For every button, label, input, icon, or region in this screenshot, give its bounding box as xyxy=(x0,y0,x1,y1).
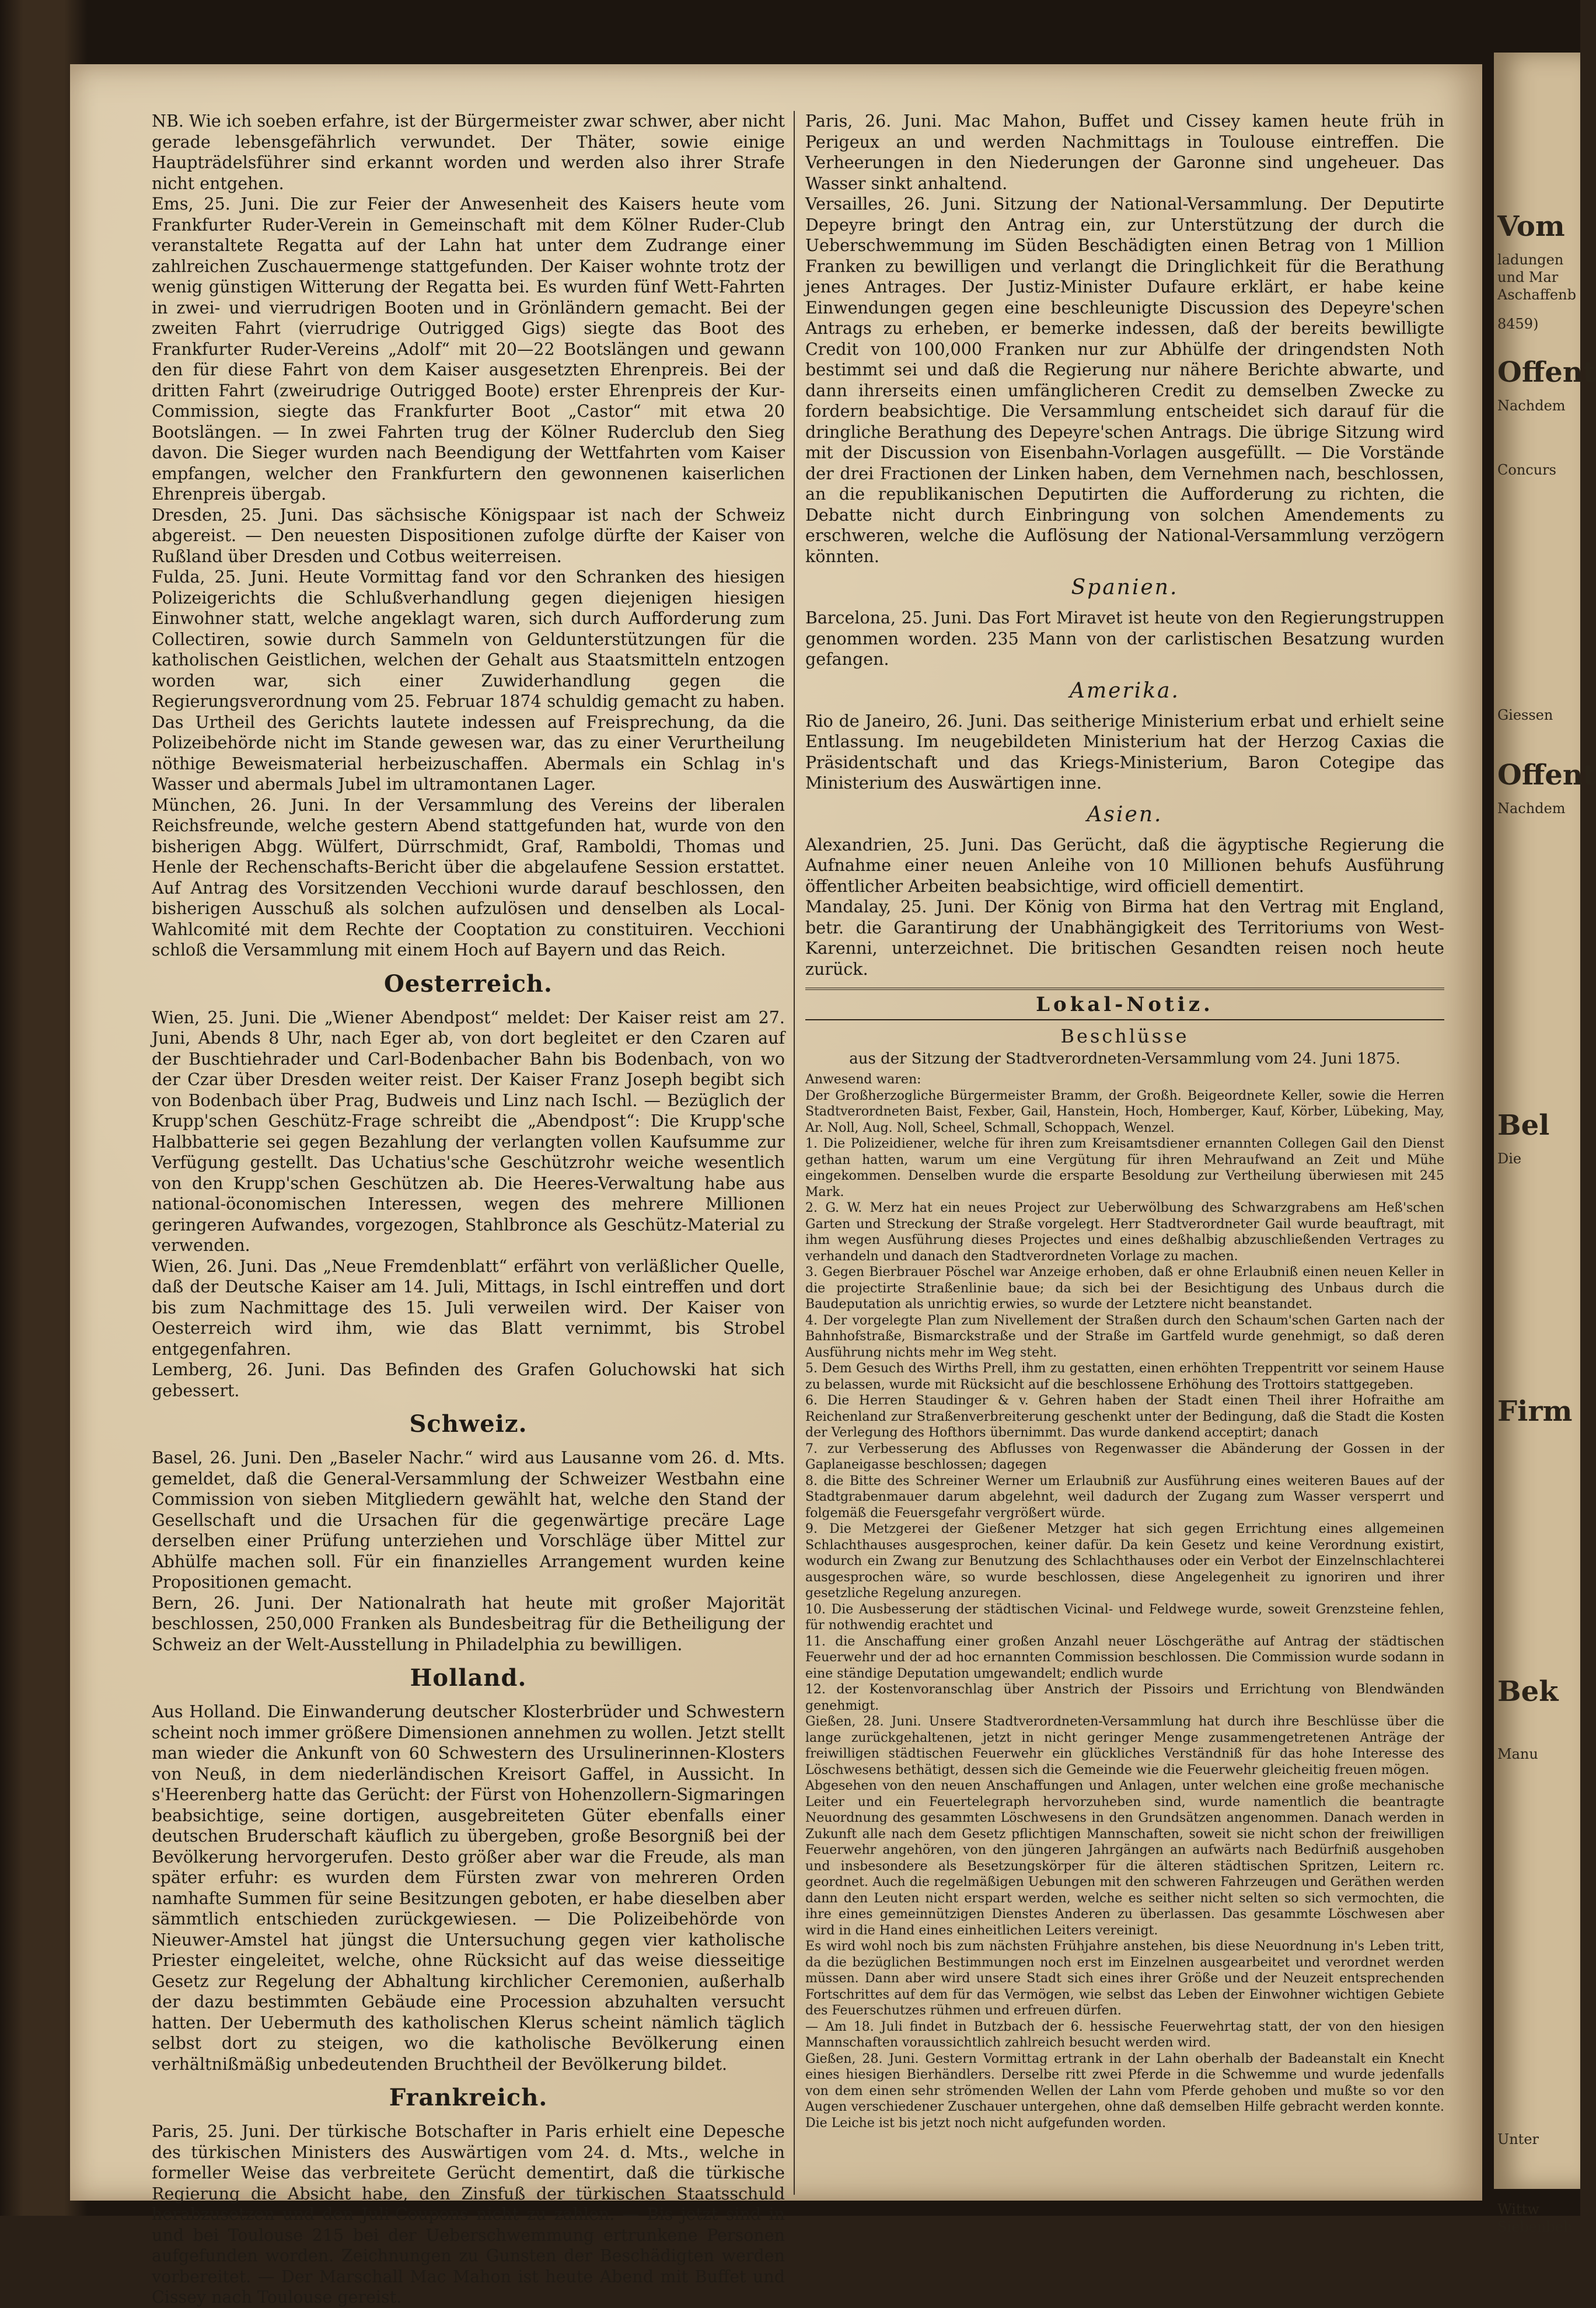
minutes-item: 2. G. W. Merz hat ein neues Project zur Ueberwölbung des Schwarzgrabens am Heß'schen Garten und Streckung der Straße vorgelegt. Herr Stadtverordneter Gail wurde beauftragt, mit ihm wegen Ausführung dieses Projectes und eines deßhalbig abzuschließenden Vertrages zu verhandeln und danach den Stadtverordneten Vorlage zu machen. xyxy=(805,1201,1444,1264)
article-paragraph: Barcelona, 25. Juni. Das Fort Miravet ist heute von den Regierungstruppen genommen worden. 235 Mann von der carlistischen Besatzung wurden gefangen. xyxy=(805,608,1444,669)
minutes-item: 9. Die Metzgerei der Gießener Metzger hat sich gegen Errichtung eines allgemeinen Schlachthauses ausgesprochen, keiner dafür. Da kein Gesetz und keine Verordnung existirt, wodurch ein Zwang zur Benutzung des Schlachthauses oder ein Verbot der Einzelnschlachterei ausgesprochen wäre, so wurde beschlossen, diese Angelegenheit zu ignoriren und ihrer gesetzliche Regelung anzuregen. xyxy=(805,1522,1444,1601)
edge-fragment: Unter xyxy=(1497,2131,1539,2147)
section-heading-local-news: Lokal-Notiz. xyxy=(805,988,1444,1020)
section-heading-switzerland: Schweiz. xyxy=(409,1410,528,1438)
section-heading-austria: Oesterreich. xyxy=(384,970,553,998)
edge-fragment: ladungen xyxy=(1497,252,1564,268)
minutes-item: Der Großherzogliche Bürgermeister Bramm, der Großh. Beigeordnete Keller, sowie die Herren Stadtverordneten Baist, Fexber, Gail, Hanstein, Hoch, Homberger, Kauf, Körber, Lübeking, May, Ar. Noll, Aug. Noll, Scheel, Schmall, Schoppach, Wenzel. xyxy=(805,1088,1444,1135)
article-paragraph: Dresden, 25. Juni. Das sächsische Königspaar ist nach der Schweiz abgereist. — Den neuesten Dispositionen zufolge dürfte der Kaiser von Rußland über Dresden und Cotbus weiterreisen. xyxy=(152,505,785,566)
minutes-item: Gießen, 28. Juni. Unsere Stadtverordneten-Versammlung hat durch ihre Beschlüsse über die lange zurückgehaltenen, jetzt in nicht geringer Menge zusammengetretenen Anträge der freiwilligen städtischen Feuerwehr ein glückliches Verständniß für das hohe Interesse des Löschwesens bethätigt, dessen sich die Gemeinde wie die Feuerwehr gleicheitig freuen mögen. xyxy=(805,1714,1444,1777)
minutes-item: 10. Die Ausbesserung der städtischen Vicinal- und Feldwege wurde, soweit Grenzsteine fehlen, für nothwendig erachtet und xyxy=(805,1602,1444,1633)
minutes-item: 11. die Anschaffung einer großen Anzahl neuer Löschgeräthe auf Antrag der städtischen Feuerwehr und der ad hoc ernannten Commission beschlossen. Die Commission wurde sodann in eine ständige Deputation umgewandelt; endlich wurde xyxy=(805,1634,1444,1681)
minutes-item: 5. Dem Gesuch des Wirths Prell, ihm zu gestatten, einen erhöhten Treppentritt vor seinem Hause zu belassen, wurde mit Rücksicht auf die beschlossene Erhöhung des Trottoirs stattgegeben. xyxy=(805,1361,1444,1392)
article-paragraph: Alexandrien, 25. Juni. Das Gerücht, daß die ägyptische Regierung die Aufnahme einer neuen Anleihe von 10 Millionen behufs Ausführung öffentlicher Arbeiten beabsichtige, wird officiell dementirt. xyxy=(805,835,1444,896)
section-heading-holland: Holland. xyxy=(410,1664,527,1692)
present-label: Anwesend waren: xyxy=(805,1072,921,1087)
minutes-item: Gießen, 28. Juni. Gestern Vormittag ertrank in der Lahn oberhalb der Badeanstalt ein Knecht eines hiesigen Bierhändlers. Derselbe ritt zwei Pferde in die Schwemme und wurde jedenfalls von dem einen sehr strömenden Wellen der Lahn vom Pferde gehoben und mußte so vor den Augen verschiedener Zuschauer untergehen, ohne daß demselben Hilfe gebracht werden konnte. Die Leiche ist bis jetzt noch nicht aufgefunden worden. xyxy=(805,2051,1444,2131)
article-paragraph: München, 26. Juni. In der Versammlung des Vereins der liberalen Reichsfreunde, welche gestern Abend stattgefunden hat, wurde von den bisherigen Abgg. Wülfert, Dürrschmidt, Graf, Ramboldi, Thomas und Henle der Rechenschafts-Bericht über die abgelaufene Session erstattet. Auf Antrag des Vorsitzenden Vecchioni wurde darauf beschlossen, den bisherigen Ausschuß als solchen aufzulösen und denselben als Local-Wahlcomité mit dem Rechte der Cooptation zu constituiren. Vecchioni schloß die Versammlung mit einem Hoch auf Bayern und das Reich. xyxy=(152,795,785,960)
article-paragraph: Ems, 25. Juni. Die zur Feier der Anwesenheit des Kaisers heute vom Frankfurter Ruder-Verein in Gemeinschaft mit dem Kölner Ruder-Club veranstaltete Regatta auf der Lahn hat unter dem Zudrange einer zahlreichen Zuschauermenge stattgefunden. Der Kaiser wohnte trotz der wenig günstigen Witterung der Regatta bei. Es wurden fünf Wett-Fahrten in zwei- und vierrudrigen Booten und in Grönländern gemacht. Bei der zweiten Fahrt (vierrudrige Outrigged Gigs) siegte das Boot des Frankfurter Ruder-Vereins „Adolf“ mit 20—22 Bootslängen und gewann den für diese Fahrt von dem Kaiser ausgesetzten Ehrenpreis. Bei der dritten Fahrt (zweirudrige Outrigged Boote) erster Ehrenpreis der Kur-Commission, siegte das Frankfurter Boot „Castor“ mit etwa 20 Bootslängen. — In zwei Fahrten trug der Kölner Ruderclub den Sieg davon. Die Sieger wurden nach Beendigung der Wettfahrten vom Kaiser empfangen, welcher den Frankfurtern den gewonnenen kaiserlichen Ehrenpreis übergab. xyxy=(152,194,785,504)
article-paragraph: Basel, 26. Juni. Den „Baseler Nachr.“ wird aus Lausanne vom 26. d. Mts. gemeldet, daß die General-Versammlung der Schweizer Westbahn eine Commission von sieben Mitgliedern gewählt hat, welche den Stand der Gesellschaft und die Ursachen für die gegenwärtige precäre Lage derselben einer Prüfung unterziehen und Vorschläge über Mittel zur Abhülfe machen soll. Für ein finanzielles Arrangement wurden keine Propositionen gemacht. xyxy=(152,1448,785,1592)
right-column xyxy=(805,111,1444,2131)
left-column xyxy=(152,111,785,2308)
resolutions-title: Beschlüsse xyxy=(1060,1025,1189,1047)
article-paragraph: Paris, 26. Juni. Mac Mahon, Buffet und Cissey kamen heute früh in Perigeux an und werden Nachmittags in Toulouse eintreffen. Die Verheerungen in den Niederungen der Garonne sind ungeheuer. Das Wasser sinkt anhaltend. xyxy=(805,111,1444,193)
edge-fragment: Offent xyxy=(1497,356,1596,389)
section-heading-asia: Asien. xyxy=(1087,802,1163,827)
section-heading-france: Frankreich. xyxy=(389,2084,548,2111)
edge-fragment: Wittw xyxy=(1497,2201,1539,2218)
article-paragraph: Aus Holland. Die Einwanderung deutscher Klosterbrüder und Schwestern scheint noch immer größere Dimensionen annehmen zu wollen. Jetzt stellt man wieder die Ankunft von 60 Schwestern des Ursulinerinnen-Klosters von Neuß, in dem niederländischen Kreisort Gaffel, in Aussicht. In s'Heerenberg hatte das Gerücht: der Fürst von Hohenzollern-Sigmaringen beabsichtige, seine dortigen, ausgebreiteten Güter ebenfalls einer deutschen Bruderschaft käuflich zu übergeben, große Besorgniß bei der Bevölkerung hervorgerufen. Desto größer aber war die Freude, als man später erfuhr: es wurden dem Fürsten zwar von mehreren Orden namhafte Summen für seine Besitzungen geboten, er habe dieselben aber sämmtlich entschieden zurückgewiesen. — Die Polizeibehörde von Nieuwer-Amstel hat jüngst die Untersuchung gegen vier katholische Priester eingeleitet, welche, ohne Rücksicht auf das weise diesseitige Gesetz zur Regelung der Abhaltung kirchlicher Ceremonien, außerhalb der dazu bestimmten Gebäude eine Procession abzuhalten versucht hatten. Der Uebermuth des katholischen Klerus scheint nämlich täglich selbst dort zu steigen, wo die katholische Bevölkerung einen verhältnißmäßig unbedeutenden Bruchtheil der Bevölkerung bildet. xyxy=(152,1702,785,2074)
column-divider xyxy=(794,111,795,2195)
minutes-item: — Am 18. Juli findet in Butzbach der 6. hessische Feuerwehrtag statt, der von den hiesigen Mannschaften voraussichtlich zahlreich besucht werden wird. xyxy=(805,2019,1444,2050)
article-paragraph: NB. Wie ich soeben erfahre, ist der Bürgermeister zwar schwer, aber nicht gerade lebensgefährlich verwundet. Der Thäter, sowie einige Haupträdelsführer sind erkannt worden und werden also ihrer Strafe nicht entgehen. xyxy=(152,111,785,193)
minutes-item: Abgesehen von den neuen Anschaffungen und Anlagen, unter welchen eine große mechanische Leiter und ein Feuertelegraph hervorzuheben sind, wurde namentlich die beantragte Neuordnung des gesammten Löschwesens in den Grundsätzen angenommen. Danach werden in Zukunft alle nach dem Gesetz pflichtigen Mannschaften, soweit sie nicht schon der freiwilligen Feuerwehr angehören, von den jüngeren Jahrgängen an aufwärts nach Bedürfniß ausgehoben und insbesondere als Besetzungskörper für die älteren städtischen Spritzen, Leitern rc. geordnet. Auch die regelmäßigen Uebungen mit den schweren Fahrzeugen und Geräthen werden dann den Leuten nicht erspart werden, welche es seither nicht selten so sich vermochten, die ihre eines gemeinnützigen Dienstes Anderen zu überlassen. Das gesammte Löschwesen aber wird in die Hand eines einheitlichen Leiters vereinigt. xyxy=(805,1779,1444,1938)
edge-fragment: Die xyxy=(1497,1150,1522,1167)
minutes-item: 8. die Bitte des Schreiner Werner um Erlaubniß zur Ausführung eines weiteren Baues auf der Stadtgrabenmauer darum abgelehnt, weil dadurch der Zugang zum Wasser versperrt und folgemäß die Feuersgefahr vergrößert würde. xyxy=(805,1473,1444,1521)
minutes-item: 6. Die Herren Staudinger & v. Gehren haben der Stadt einen Theil ihrer Hofraithe am Reichenland zur Straßenverbreiterung geschenkt unter der Bedingung, daß die Stadt die Kosten der Verlegung des Hofthors übernimmt. Das wurde dankend acceptirt; danach xyxy=(805,1393,1444,1440)
article-paragraph: Mandalay, 25. Juni. Der König von Birma hat den Vertrag mit England, betr. die Garantirung der Unabhängigkeit des Territoriums von West-Karenni, unterzeichnet. Die britischen Gesandten reisen noch heute zurück. xyxy=(805,897,1444,979)
article-paragraph: Rio de Janeiro, 26. Juni. Das seitherige Ministerium erbat und erhielt seine Entlassung. Im neugebildeten Ministerium hat der Herzog Caxias die Präsidentschaft und das Kriegs-Ministerium, Baron Cotegipe das Ministerium des Auswärtigen inne. xyxy=(805,711,1444,793)
edge-fragment: Nachdem xyxy=(1497,800,1566,817)
article-paragraph: Wien, 26. Juni. Das „Neue Fremdenblatt“ erfährt von verläßlicher Quelle, daß der Deutsche Kaiser am 14. Juli, Mittags, in Ischl eintreffen und dort bis zum Nachmittage des 15. Juli verweilen wird. Der Kaiser von Oesterreich wird ihm, wie das Blatt vernimmt, bis Strobel entgegenfahren. xyxy=(152,1256,785,1359)
edge-fragment: Vom xyxy=(1497,210,1565,243)
minutes-item: Es wird wohl noch bis zum nächsten Frühjahre anstehen, bis diese Neuordnung in's Leben tritt, da die bezüglichen Bestimmungen noch erst im Einzelnen ausgearbeitet und verordnet werden müssen. Dann aber wird unsere Stadt sich eines ihrer Größe und der Neuzeit entsprechenden Fortschrittes auf dem für das Vermögen, wie selbst das Leben der Einwohner wichtigen Gebiete des Feuerschutzes rühmen und erfreuen dürfen. xyxy=(805,1939,1444,2018)
adjacent-page-edge xyxy=(1494,53,1596,2235)
minutes-item: 3. Gegen Bierbrauer Pöschel war Anzeige erhoben, daß er ohne Erlaubniß einen neuen Keller in die projectirte Straßenlinie baue; da sich bei der Besichtigung des Unbaus durch die Baudeputation als unrichtig erwies, so wurde der Letztere nicht beanstandet. xyxy=(805,1265,1444,1312)
resolutions-subtitle: aus der Sitzung der Stadtverordneten-Versammlung vom 24. Juni 1875. xyxy=(849,1050,1401,1068)
edge-fragment: Aschaffenb xyxy=(1497,287,1576,303)
edge-fragment: Manu xyxy=(1497,1746,1538,1762)
council-minutes xyxy=(805,1072,1444,2131)
article-paragraph: Wien, 25. Juni. Die „Wiener Abendpost“ meldet: Der Kaiser reist am 27. Juni, Abends 8 Uhr, nach Eger ab, von dort begleitet er den Czaren auf der Buschtiehrader und Carl-Bodenbacher Bahn bis Bodenbach, von wo der Czar über Dresden weiter reist. Der Kaiser Franz Joseph begibt sich von Bodenbach über Prag, Budweis und Linz nach Ischl. — Bezüglich der Krupp'schen Geschütz-Frage schreibt die „Abendpost“: Die Krupp'sche Halbbatterie sei gegen Bezahlung der verlangten vollen Kaufsumme zur Verfügung gestellt. Das Uchatius'sche Geschützrohr weiche wesentlich von den Krupp'schen Geschützen ab. Die Heeres-Verwaltung habe aus national-öconomischen Interessen, wegen des mehrere Millionen geringeren Aufwandes, vorgezogen, Stahlbronce als Geschütz-Material zu verwenden. xyxy=(152,1007,785,1255)
edge-fragment: 8459) xyxy=(1497,316,1539,332)
edge-fragment: Giessen xyxy=(1497,707,1553,723)
edge-fragment: Firm xyxy=(1497,1395,1573,1428)
edge-fragment: Bel xyxy=(1497,1109,1550,1142)
minutes-item: 4. Der vorgelegte Plan zum Nivellement der Straßen durch den Schaum'schen Garten nach der Bahnhofstraße, Bismarckstraße und der Straße im Gartfeld wurde genehmigt, so daß deren Ausführung nichts mehr im Weg steht. xyxy=(805,1313,1444,1360)
section-heading-spain: Spanien. xyxy=(1071,576,1179,599)
edge-fragment: Siebenbeh xyxy=(1497,2219,1573,2235)
minutes-item: 12. der Kostenvoranschlag über Anstrich der Pissoirs und Errichtung von Blendwänden genehmigt. xyxy=(805,1682,1444,1713)
article-paragraph: Lemberg, 26. Juni. Das Befinden des Grafen Goluchowski hat sich gebessert. xyxy=(152,1360,785,1400)
minutes-item: 1. Die Polizeidiener, welche für ihren zum Kreisamtsdiener ernannten Collegen Gail den Dienst gethan hatten, warum um eine Vergütung für ihren Mehraufwand an Zeit und Mühe eingekommen. Denselben wurde die ersparte Besoldung zur Vertheilung überwiesen mit 245 Mark. xyxy=(805,1136,1444,1200)
edge-fragment: und Mar xyxy=(1497,269,1559,285)
article-paragraph: Bern, 26. Juni. Der Nationalrath hat heute mit großer Majorität beschlossen, 250,000 Franken als Bundesbeitrag für die Betheiligung der Schweiz an der Welt-Ausstellung in Philadelphia zu bewilligen. xyxy=(152,1593,785,1654)
section-heading-america: Amerika. xyxy=(1070,678,1180,703)
article-paragraph: Paris, 25. Juni. Der türkische Botschafter in Paris erhielt eine Depesche des türkischen Ministers des Auswärtigen vom 24. d. Mts., welche in formeller Weise das verbreitete Gerücht dementirt, daß die türkische Regierung die Absicht habe, den Zinsfuß der türkischen Staatsschuld herabzusetzen und den Juli-Coupons nicht zu zahlen. — Bis jetzt sind in und bei Toulouse 215 bei der Ueberschwemmung ertrunkene Personen aufgefunden worden. Zeichnungen zu Gunsten der Beschädigten werden vorbereitet. — Der Marschall Mac Mahon ist heute Abend mit Buffet und Cissey nach Toulouse gereist. xyxy=(152,2122,785,2307)
minutes-item: 7. zur Verbesserung des Abflusses von Regenwasser die Abänderung der Gossen in der Gaplaneigasse beschlossen; dagegen xyxy=(805,1441,1444,1472)
edge-fragment: Offent xyxy=(1497,759,1596,792)
edge-fragment: Nachdem xyxy=(1497,398,1566,414)
edge-fragment: Bek xyxy=(1497,1675,1559,1708)
edge-fragment: Concurs xyxy=(1497,462,1556,478)
article-paragraph: Fulda, 25. Juni. Heute Vormittag fand vor den Schranken des hiesigen Polizeigerichts die Schlußverhandlung gegen diejenigen hiesigen Einwohner statt, welche angeklagt waren, sich durch Aufforderung zum Collectiren, sowie durch Sammeln von Geldunterstützungen für die katholischen Geistlichen, welchen der Gehalt aus Staatsmitteln entzogen worden war, sich einer Zuwiderhandlung gegen die Regierungsverordnung vom 25. Februar 1874 schuldig gemacht zu haben. Das Urtheil des Gerichts lautete indessen auf Freisprechung, da die Polizeibehörde nicht im Stande gewesen war, das zu einer Verurtheilung nöthige Beweismaterial herbeizuschaffen. Abermals ein Schlag in's Wasser und abermals Jubel im ultramontanen Lager. xyxy=(152,567,785,794)
article-paragraph: Versailles, 26. Juni. Sitzung der National-Versammlung. Der Deputirte Depeyre bringt den Antrag ein, zur Unterstützung der durch die Ueberschwemmung im Süden Beschädigten einen Betrag von 1 Million Franken zu bewilligen und verlangt die Dringlichkeit für die Berathung jenes Antrages. Der Justiz-Minister Dufaure erklärt, er habe keine Einwendungen gegen eine beschleunigte Discussion des Depeyre'schen Antrags zu erheben, er bemerke indessen, daß der bereits bewilligte Credit von 100,000 Franken nur zur Abhülfe der dringendsten Noth bestimmt sei und daß die Regierung nur nähere Berichte abwarte, und dann ihrerseits einen umfänglicheren Credit zu demselben Zwecke zu fordern beabsichtige. Die Versammlung entscheidet sich darauf für die dringliche Berathung des Depeyre'schen Antrags. Die übrige Sitzung wird mit der Discussion von Eisenbahn-Vorlagen ausgefüllt. — Die Vorstände der drei Fractionen der Linken haben, dem Vernehmen nach, beschlossen, an die republikanischen Deputirten die Aufforderung zu richten, die Debatte nicht durch Einbringung von solchen Amendements zu erschweren, welche die Auflösung der National-Versammlung verzögern könnten. xyxy=(805,194,1444,566)
